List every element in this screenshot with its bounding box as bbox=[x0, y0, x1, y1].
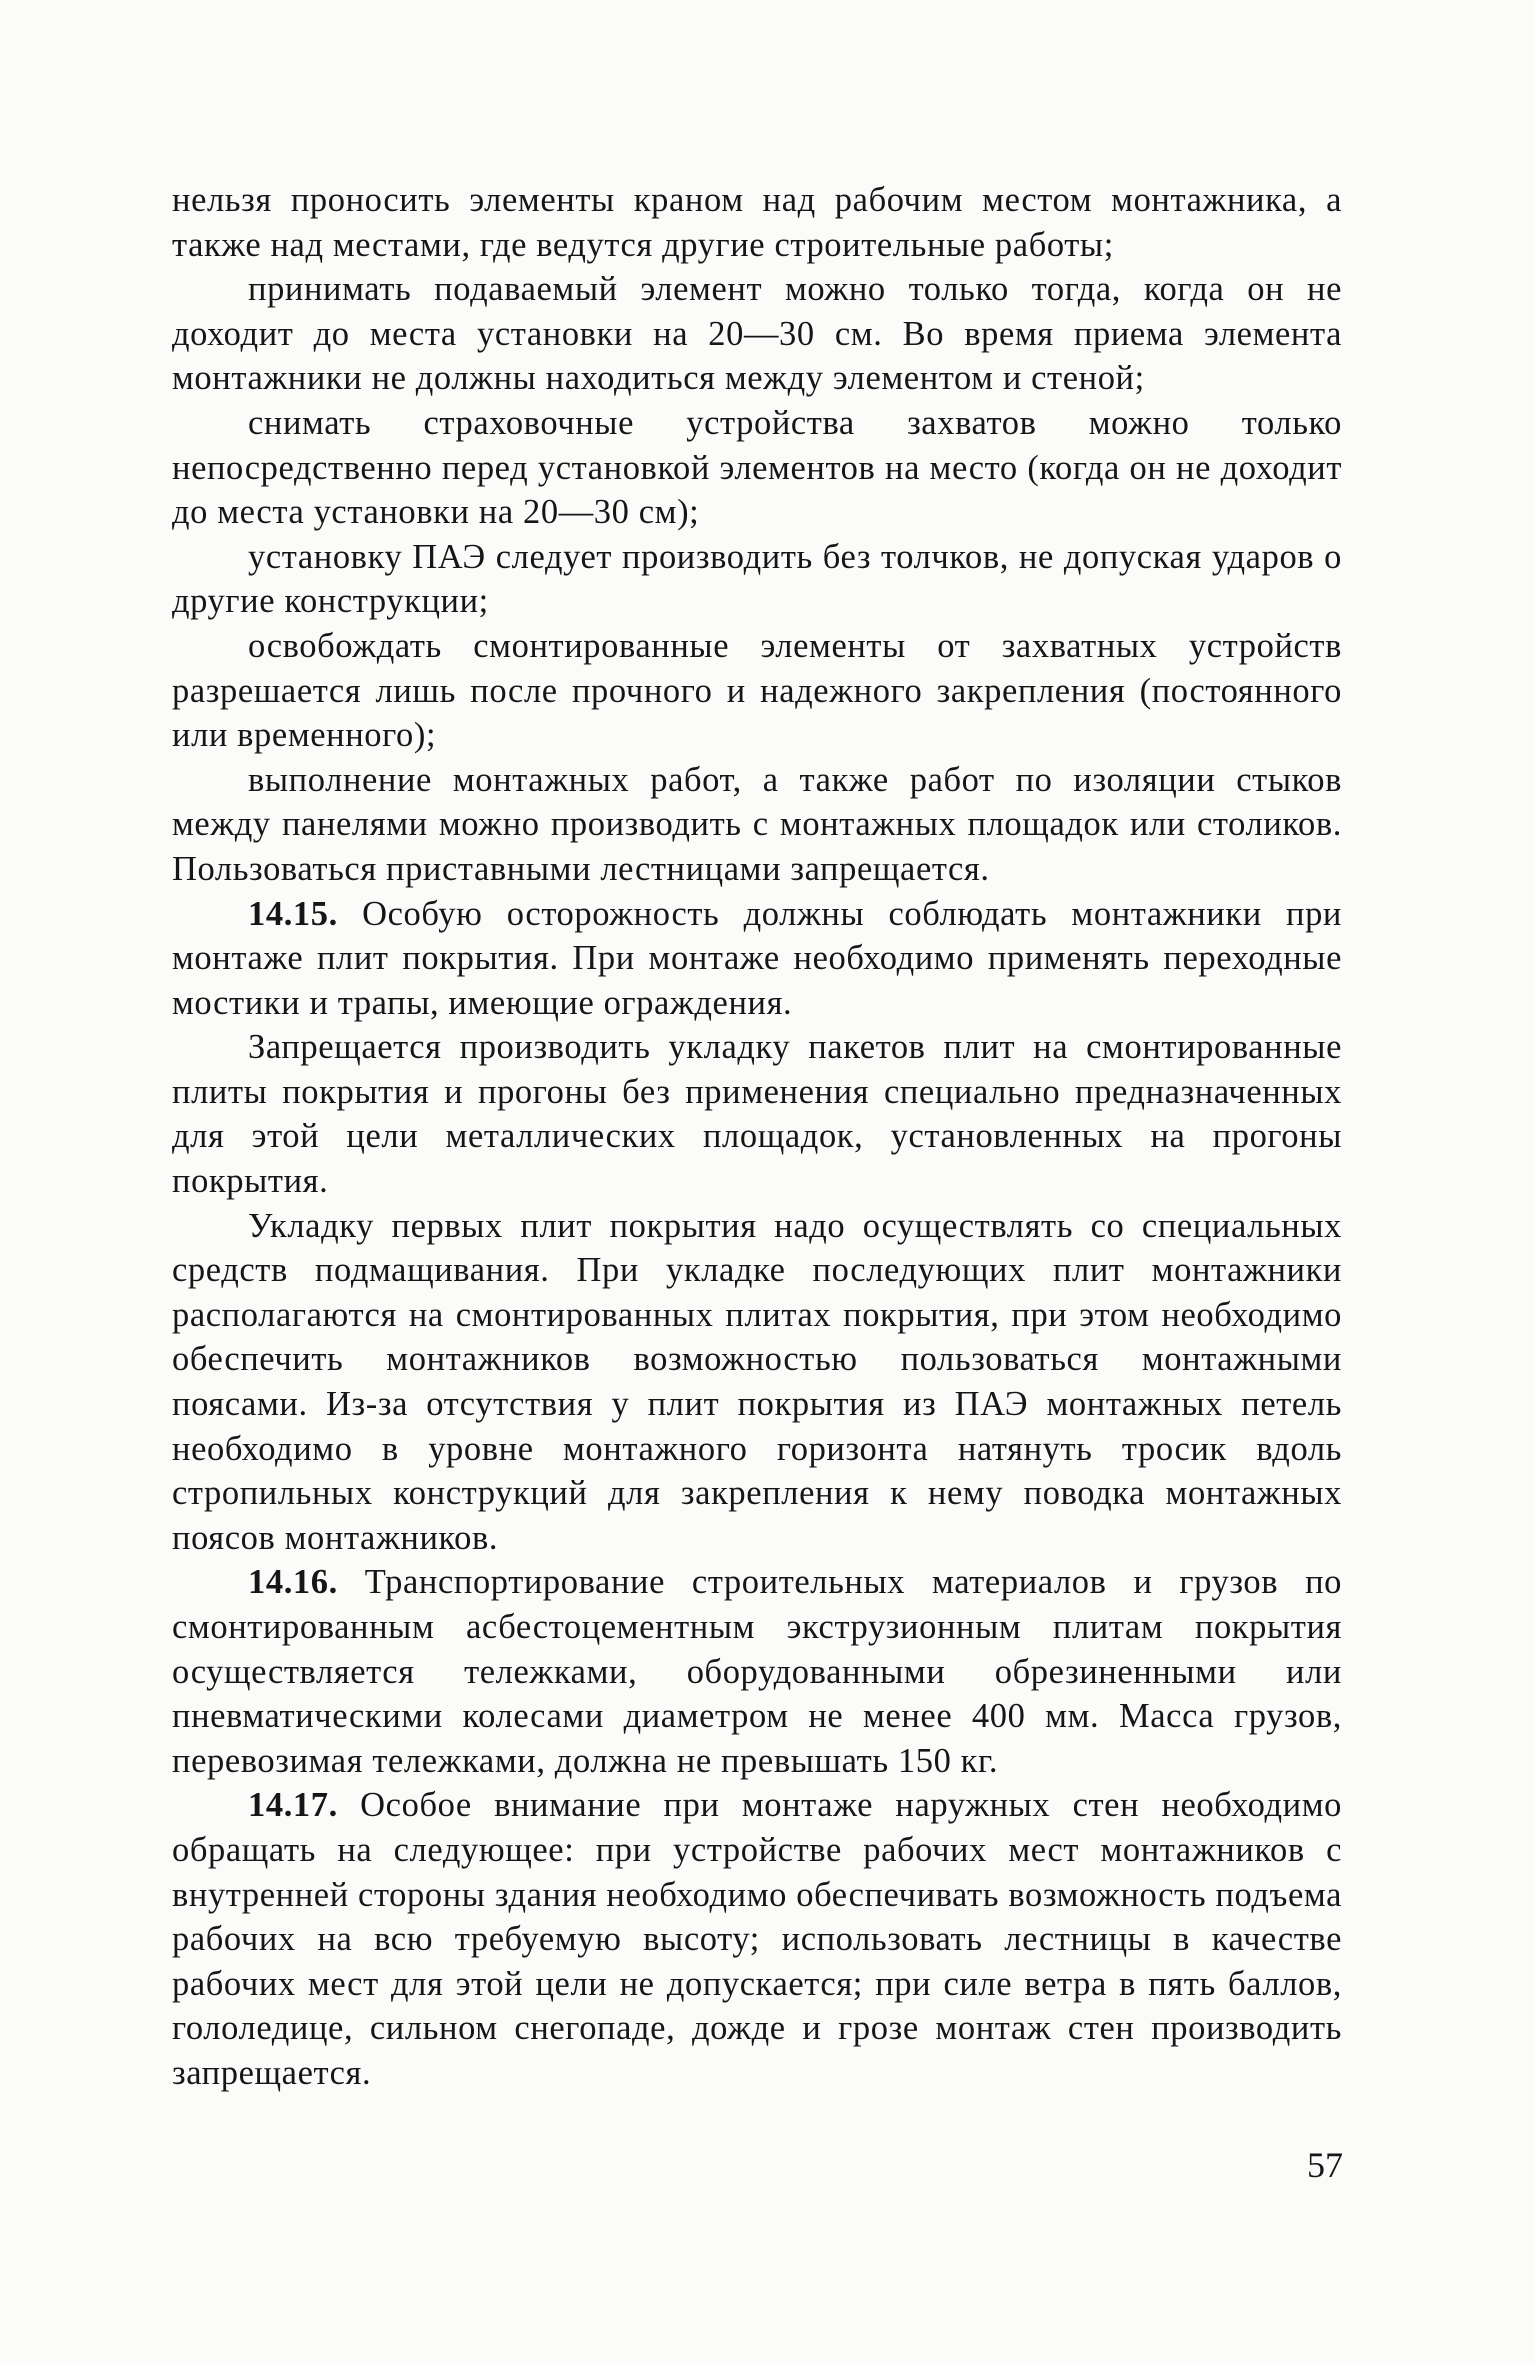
paragraph-text: Транспортирование строительных материалов и грузов по смонтированным асбестоцементным экструзионным плитам покрытия осуществляется тележками, оборудованными обрезиненными или пневматическими колесами диаметром не менее 400 мм. Масса грузов, перевозимая тележками, должна не превышать 150 кг. bbox=[172, 1563, 1342, 1780]
section-14-16 bbox=[172, 1560, 1342, 1783]
paragraph-text: освобождать смонтированные элементы от захватных устройств разрешается лишь после прочного и надежного закрепления (постоянного или временного); bbox=[172, 626, 1342, 755]
paragraph-text: Особое внимание при монтаже наружных стен необходимо обращать на следующее: при устройстве рабочих мест монтажников с внутренней стороны здания необходимо обеспечивать возможность подъема рабочих на всю требуемую высоту; использовать лестницы в качестве рабочих мест для этой цели не допускается; при силе ветра в пять баллов, гололедице, сильном снегопаде, дожде и грозе монтаж стен производить запрещается. bbox=[172, 1786, 1342, 2092]
paragraph bbox=[172, 1025, 1342, 1203]
section-number: 14.16. bbox=[248, 1563, 338, 1602]
paragraph bbox=[172, 178, 1342, 267]
paragraph-text: Особую осторожность должны соблюдать монтажники при монтаже плит покрытия. При монтаже необходимо применять переходные мостики и трапы, имеющие ограждения. bbox=[172, 894, 1342, 1022]
section-14-15 bbox=[172, 892, 1342, 1026]
page-number: 57 bbox=[1307, 2145, 1343, 2185]
paragraph-text: Укладку первых плит покрытия надо осуществлять со специальных средств подмащивания. При укладке последующих плит монтажники располагаются на смонтированных плитах покрытия, при этом необходимо обеспечить монтажников возможностью пользоваться монтажными поясами. Из-за отсутствия у плит покрытия из ПАЭ монтажных петель необходимо в уровне монтажного горизонта натянуть тросик вдоль стропильных конструкций для закрепления к нему поводка монтажных поясов монтажников. bbox=[172, 1206, 1342, 1557]
paragraph-text: нельзя проносить элементы краном над рабочим местом монтажника, а также над местами, где ведутся другие строительные работы; bbox=[172, 181, 1342, 264]
body-text bbox=[172, 178, 1342, 2096]
paragraph bbox=[172, 535, 1342, 624]
paragraph-text: принимать подаваемый элемент можно только тогда, когда он не доходит до места установки на 20—30 см. Во время приема элемента монтажники не должны находиться между элементом и стеной; bbox=[172, 270, 1342, 398]
paragraph-text: установку ПАЭ следует производить без толчков, не допуская ударов о другие конструкции; bbox=[172, 537, 1342, 621]
paragraph-text: выполнение монтажных работ, а также работ по изоляции стыков между панелями можно производить с монтажных площадок или столиков. Пользоваться приставными лестницами запрещается. bbox=[172, 760, 1342, 888]
section-number: 14.15. bbox=[248, 894, 338, 933]
paragraph bbox=[172, 401, 1342, 535]
section-14-17 bbox=[172, 1783, 1342, 2095]
paragraph bbox=[172, 624, 1342, 758]
paragraph bbox=[172, 267, 1342, 401]
paragraph-text: Запрещается производить укладку пакетов плит на смонтированные плиты покрытия и прогоны без применения специально предназначенных для этой цели металлических площадок, установленных на прогоны покрытия. bbox=[172, 1028, 1342, 1201]
section-number: 14.17. bbox=[248, 1786, 338, 1825]
paragraph bbox=[172, 758, 1342, 892]
paragraph-text: снимать страховочные устройства захватов можно только непосредственно перед установкой элементов на место (когда он не доходит до места установки на 20—30 см); bbox=[172, 403, 1342, 532]
paragraph bbox=[172, 1204, 1342, 1561]
